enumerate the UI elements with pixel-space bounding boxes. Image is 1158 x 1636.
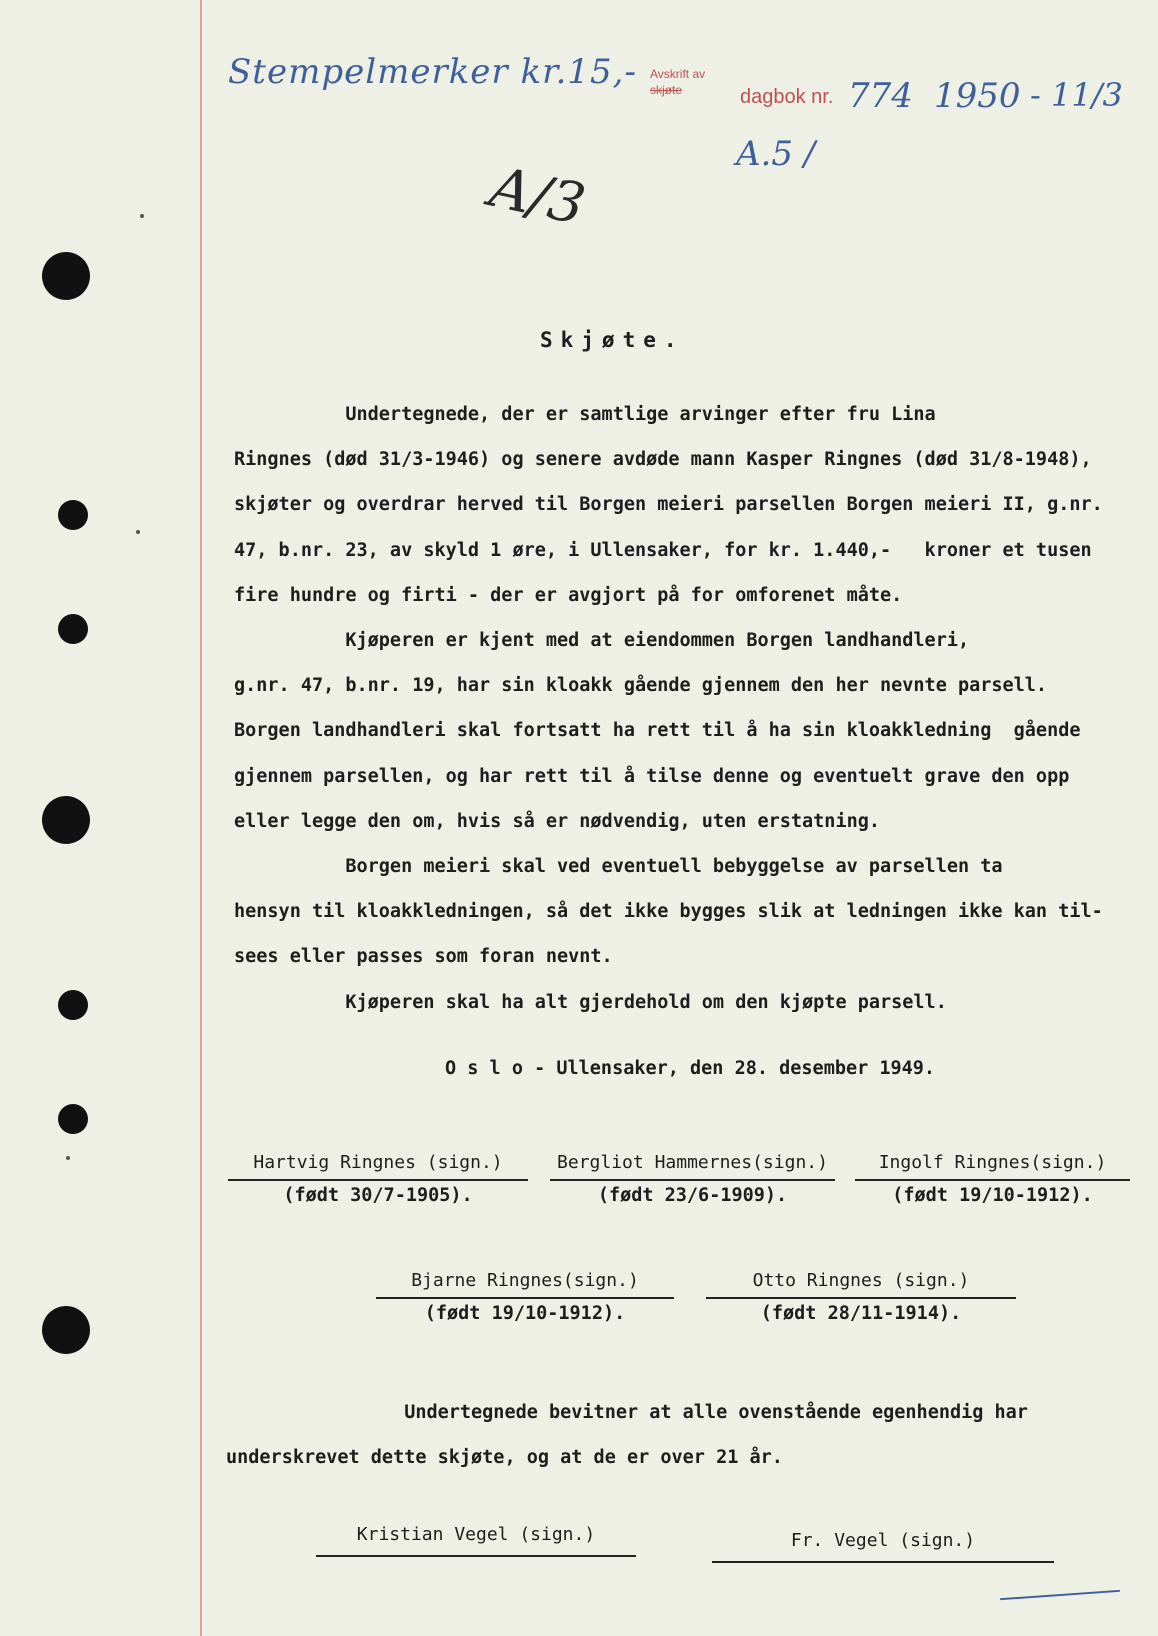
witness-statement <box>226 1390 1126 1480</box>
margin-line <box>200 0 202 1636</box>
body-line: fire hundre og firti - der er avgjort på for omforenet måte. <box>234 584 903 606</box>
body-line: Ringnes (død 31/3-1946) og senere avdøde mann Kasper Ringnes (død 31/8-1948), <box>234 449 1092 471</box>
signature-block <box>855 1152 1130 1206</box>
initials: A/3 <box>484 154 591 239</box>
place-date: O s l o - Ullensaker, den 28. desember 1949. <box>445 1058 936 1079</box>
handwritten-stamp-note: Stempelmerker kr.15,- <box>228 52 637 92</box>
reference-number: A.5 / <box>736 134 816 174</box>
dagbok-number: 774 <box>848 76 913 116</box>
body-line: Kjøperen skal ha alt gjerdehold om den kjøpte parsell. <box>234 991 947 1013</box>
signature-line <box>316 1555 636 1557</box>
witness-line: Undertegnede bevitner at alle ovenstående egenhendig har <box>226 1402 1028 1423</box>
signature-birth: (født 19/10-1912). <box>424 1303 626 1324</box>
signature-line <box>706 1297 1016 1299</box>
body-line: Borgen meieri skal ved eventuell bebyggelse av parsellen ta <box>234 856 1003 878</box>
speck <box>140 214 144 218</box>
signature-birth: (født 19/10-1912). <box>892 1185 1093 1206</box>
body-line: gjennem parsellen, og har rett til å tilse denne og eventuelt grave den opp <box>234 765 1070 787</box>
body-line: g.nr. 47, b.nr. 19, har sin kloakk gående gjennem den her nevnte parsell. <box>234 675 1048 697</box>
body-line: Undertegnede, der er samtlige arvinger efter fru Lina <box>234 404 936 425</box>
punch-hole <box>58 1104 88 1134</box>
pen-stroke <box>1000 1590 1120 1600</box>
witness-signature <box>316 1524 636 1557</box>
signature-name: Ingolf Ringnes(sign.) <box>878 1152 1107 1173</box>
signature-block <box>706 1270 1016 1324</box>
punch-hole <box>42 252 90 300</box>
body-line: Borgen landhandleri skal fortsatt ha rett til å ha sin kloakkledning gående <box>234 720 1081 742</box>
signature-line <box>550 1179 835 1181</box>
signature-birth: (født 28/11-1914). <box>760 1303 962 1324</box>
signature-line <box>855 1179 1130 1181</box>
witness-name: Fr. Vegel (sign.) <box>790 1530 976 1551</box>
punch-hole <box>58 614 88 644</box>
document-title: Skjøte. <box>540 328 685 352</box>
speck <box>66 1156 70 1160</box>
signature-name: Otto Ringnes (sign.) <box>752 1270 970 1291</box>
signature-birth: (født 23/6-1909). <box>597 1185 788 1206</box>
stamp-top-text: Avskrift av <box>650 67 706 81</box>
punch-hole <box>58 500 88 530</box>
witness-name: Kristian Vegel (sign.) <box>356 1524 596 1545</box>
speck <box>136 530 140 534</box>
body-line: Kjøperen er kjent med at eiendommen Borgen landhandleri, <box>234 630 970 652</box>
witness-signature <box>712 1530 1054 1563</box>
registration-date: - 11/3 <box>1030 76 1123 114</box>
deed-body <box>234 392 1124 1025</box>
signature-line <box>712 1561 1054 1563</box>
year: 1950 <box>934 76 1021 116</box>
signature-line <box>228 1179 528 1181</box>
signature-name: Bergliot Hammernes(sign.) <box>557 1152 828 1173</box>
body-line: sees eller passes som foran nevnt. <box>234 946 613 968</box>
punch-hole <box>42 1306 90 1354</box>
punch-hole <box>42 796 90 844</box>
stamp-bottom-text: skjøte <box>650 83 683 97</box>
signature-line <box>376 1297 674 1299</box>
signature-name: Bjarne Ringnes(sign.) <box>411 1270 639 1291</box>
copy-stamp <box>650 66 705 98</box>
witness-line: underskrevet dette skjøte, og at de er over 21 år. <box>226 1447 783 1468</box>
body-line: eller legge den om, hvis så er nødvendig, uten erstatning. <box>234 810 881 832</box>
body-line: skjøter og overdrar herved til Borgen meieri parsellen Borgen meieri II, g.nr. <box>234 494 1103 516</box>
body-line: hensyn til kloakkledningen, så det ikke bygges slik at ledningen ikke kan til- <box>234 901 1103 923</box>
body-line: 47, b.nr. 23, av skyld 1 øre, i Ullensaker, for kr. 1.440,- kroner et tusen <box>234 539 1092 561</box>
signature-block <box>228 1152 528 1206</box>
signature-birth: (født 30/7-1905). <box>283 1185 473 1206</box>
signature-block <box>550 1152 835 1206</box>
dagbok-stamp: dagbok nr. <box>740 86 834 108</box>
signature-name: Hartvig Ringnes (sign.) <box>253 1152 503 1173</box>
signature-block <box>376 1270 674 1324</box>
punch-hole <box>58 990 88 1020</box>
